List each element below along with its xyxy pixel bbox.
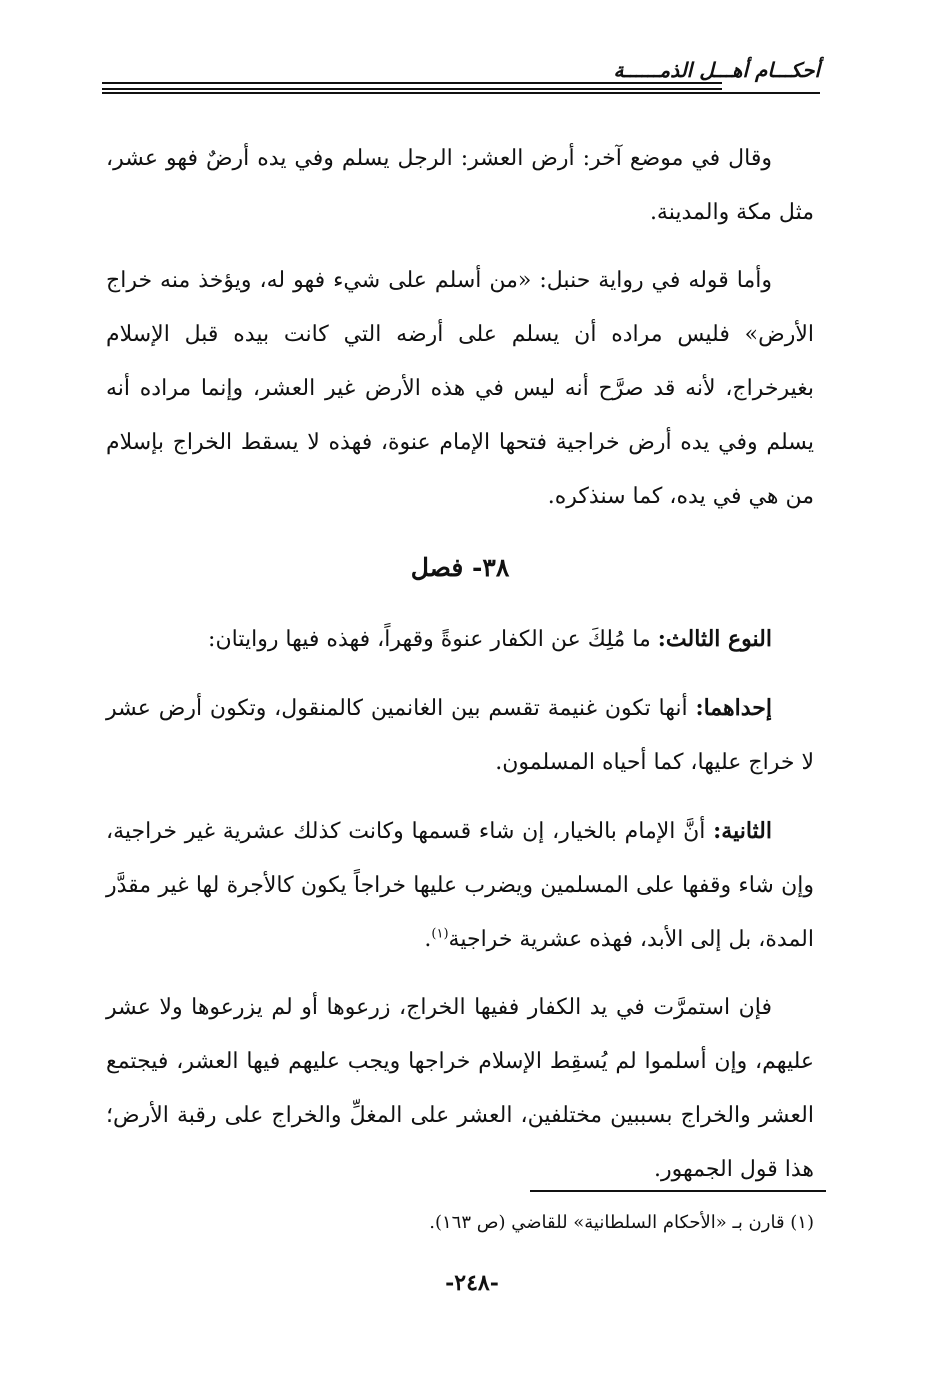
first-narration-lead: إحداهما: — [695, 695, 772, 721]
footnote: (١) قارن بـ «الأحكام السلطانية» للقاضي (ص ١٦٣). — [429, 1212, 814, 1233]
footnote-rule — [530, 1190, 826, 1192]
section-heading: ٣٨- فصل — [410, 553, 510, 582]
first-narration-text: أنها تكون غنيمة تقسم بين الغانمين كالمنقول، وتكون أرض عشر لا خراج عليها، كما أحياه المسلمون. — [106, 696, 814, 775]
footnote-marker: (١) — [431, 926, 449, 942]
running-header — [102, 58, 820, 98]
paragraph-first-narration — [106, 681, 814, 790]
second-narration-lead: الثانية: — [713, 818, 772, 844]
paragraph-2: وأما قوله في رواية حنبل: «من أسلم على شيء فهو له، ويؤخذ منه خراج الأرض» فليس مراده أن يسلم على أرضه التي كانت بيده قبل الإسلام بغيرخراج، لأنه قد صرَّح أنه ليس في هذه الأرض غير العشر، وإنما مراده أنه يسلم وفي يده أرض خراجية فتحها الإمام عنوة، فهذه لا يسقط الخراج بإسلام من هي في يده، كما سنذكره. — [106, 268, 814, 509]
header-rule — [102, 92, 820, 94]
book-title: أحكـــام أهـــل الذمــــــة — [613, 58, 820, 82]
paragraph-third-type — [106, 612, 814, 667]
page-number: -٢٤٨- — [445, 1270, 499, 1296]
second-narration-end: . — [424, 927, 432, 952]
paragraph-closing: فإن استمرَّت في يد الكفار ففيها الخراج، زرعوها أو لم يزرعوها ولا عشر عليهم، وإن أسلموا لم يُسقِط الإسلام خراجها ويجب عليهم فيها العشر، فيجتمع العشر والخراج بسببين مختلفين، العشر على المغلِّ والخراج على رقبة الأرض؛ هذا قول الجمهور. — [106, 995, 814, 1182]
header-double-rule — [102, 82, 722, 90]
paragraph-second-narration — [106, 804, 814, 967]
main-text — [106, 132, 814, 1211]
third-type-lead: النوع الثالث: — [657, 626, 772, 652]
second-narration-text: أنَّ الإمام بالخيار، إن شاء قسمها وكانت كذلك عشرية غير خراجية، وإن شاء وقفها على المسلمين ويضرب عليها خراجاً يكون كالأجرة لها غير مقدَّر المدة، بل إلى الأبد، فهذه عشرية خراجية — [106, 819, 814, 952]
third-type-text: ما مُلِكَ عن الكفار عنوةً وقهراً، فهذه فيها روايتان: — [208, 627, 658, 652]
paragraph-1: وقال في موضع آخر: أرض العشر: الرجل يسلم وفي يده أرضٌ فهو عشر، مثل مكة والمدينة. — [106, 146, 814, 225]
